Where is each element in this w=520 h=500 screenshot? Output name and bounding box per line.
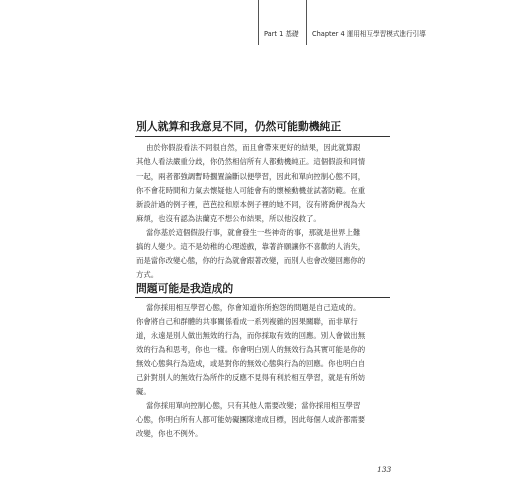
paragraph-line: 你會將自己和群體的共事關係看成一系列複雜的因果關聯，而非單行	[136, 317, 358, 326]
paragraph-line: 當你採用單向控制心態，只有其他人需要改變；當你採用相互學習	[146, 401, 361, 410]
paragraph-line: 己針對別人的無效行為所作的反應不見得有利於相互學習，就是有所妨	[136, 373, 366, 382]
paragraph-line: 新設計過的例子裡，芭芭拉和原本例子裡的她不同，沒有將喬伊視為大	[136, 200, 366, 209]
paragraph-line: 由於你假設看法不同很自然，而且會帶來更好的結果，因此就算跟	[146, 143, 361, 152]
running-header-chapter: Chapter 4 運用相互學習模式進行引導	[312, 30, 426, 38]
paragraph-line: 搞的人變少。這不是幼稚的心理遊戲，靠著許願讓你不喜歡的人消失，	[136, 242, 366, 251]
paragraph-line: 效的行為和思考，你也一樣。你會明白別人的無效行為其實可能是你的	[136, 345, 366, 354]
paragraph-line: 當你基於這個假設行事，就會發生一些神奇的事，那就是世界上難	[146, 228, 361, 237]
header-divider-right	[306, 0, 307, 45]
page-number: 133	[377, 465, 392, 474]
section-title-motives: 別人就算和我意見不同，仍然可能動機純正	[136, 120, 342, 133]
paragraph-line: 你不會花時間和力氣去懷疑他人可能會有的懷極動機並試著防範。在重	[136, 186, 366, 195]
section-rule	[135, 297, 390, 298]
paragraph-line: 當你採用相互學習心態，你會知道你所抱怨的問題是自己造成的。	[146, 303, 361, 312]
section-title-my-problem: 問題可能是我造成的	[136, 282, 234, 295]
paragraph-line: 而是當你改變心態，你的行為就會跟著改變，而別人也會改變回應你的	[136, 256, 366, 265]
paragraph-line: 方式。	[136, 270, 159, 279]
paragraph-line: 麻煩，也沒有認為法蘭克不想公布結果，所以他沒救了。	[136, 214, 321, 223]
paragraph-line: 改變，你也不例外。	[136, 429, 203, 438]
section-rule	[135, 136, 390, 137]
paragraph-line: 其他人看法嚴重分歧，你仍然相信所有人都動機純正。這個假設和同情	[136, 157, 366, 166]
paragraph-line: 心態，你明白所有人都可能妨礙團隊達成目標，因此每個人或許都需要	[136, 415, 366, 424]
header-divider-left	[258, 0, 259, 45]
paragraph-line: 無效心態與行為造成，或是對你的無效心態與行為的回應。你也明白自	[136, 359, 366, 368]
paragraph-line: 道，永遠是別人做出無效的行為，而你採取有效的回應。別人會做出無	[136, 331, 366, 340]
running-header-part: Part 1 基礎	[264, 30, 299, 38]
paragraph-line: 礙。	[136, 387, 151, 396]
paragraph-line: 一起，兩者都強調暫時擱置論斷以便學習，因此和單向控制心態不同，	[136, 172, 366, 181]
